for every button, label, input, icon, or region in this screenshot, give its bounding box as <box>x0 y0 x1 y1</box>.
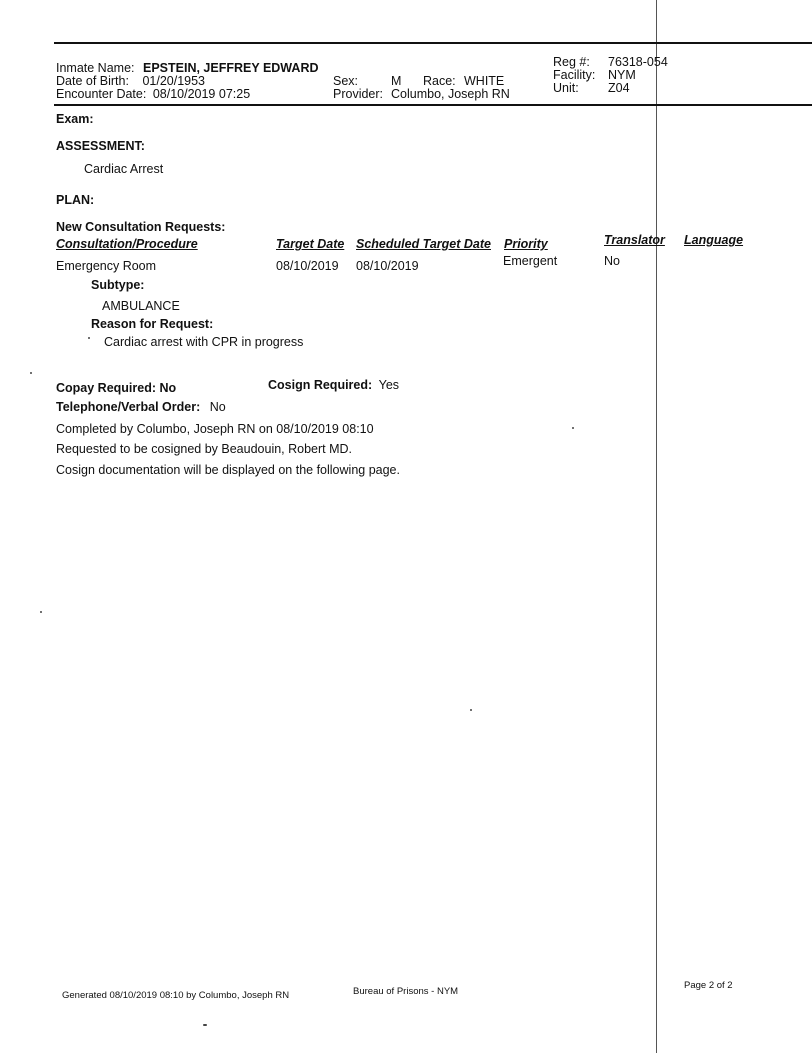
scan-speck <box>88 337 90 339</box>
provider-label: Provider: <box>333 87 384 101</box>
dob-value: 01/20/1953 <box>142 74 205 88</box>
completed-by: Completed by Columbo, Joseph RN on 08/10/2019 08:10 <box>56 422 374 436</box>
provider-value: Columbo, Joseph RN <box>391 87 510 101</box>
scan-speck <box>470 709 472 711</box>
footer-page-number: Page 2 of 2 <box>684 980 733 991</box>
verbal-order-row <box>56 399 226 415</box>
subtype-value: AMBULANCE <box>102 299 180 313</box>
reason-label: Reason for Request: <box>91 317 214 331</box>
row-priority: Emergent <box>503 254 558 268</box>
col-priority: Priority <box>504 237 548 251</box>
col-scheduled-target-date: Scheduled Target Date <box>356 237 491 251</box>
footer-generated: Generated 08/10/2019 08:10 by Columbo, Joseph RN <box>62 990 290 1001</box>
scan-vertical-line <box>656 0 657 1053</box>
copay-label: Copay Required: <box>56 381 157 395</box>
facility-label: Facility: <box>553 68 596 82</box>
inmate-name-label: Inmate Name: <box>56 61 135 75</box>
unit-label: Unit: <box>553 81 579 95</box>
dob-label: Date of Birth: <box>56 74 129 88</box>
scan-speck <box>572 427 574 429</box>
col-consultation: Consultation/Procedure <box>56 237 198 251</box>
subtype-label: Subtype: <box>91 278 145 292</box>
cosign-value: Yes <box>378 378 400 392</box>
consult-heading: New Consultation Requests: <box>56 220 226 234</box>
scan-speck <box>203 1024 207 1026</box>
plan-heading: PLAN: <box>56 193 95 207</box>
header-bottom-rule <box>54 104 812 106</box>
race-label: Race: <box>423 74 456 88</box>
exam-label: Exam: <box>56 112 94 126</box>
col-language: Language <box>684 233 744 247</box>
race-value: WHITE <box>464 74 505 88</box>
encounter-label: Encounter Date: <box>56 87 147 101</box>
row-scheduled-target-date: 08/10/2019 <box>356 259 419 273</box>
unit-value: Z04 <box>608 81 630 95</box>
col-translator: Translator <box>604 233 665 247</box>
header-top-rule <box>54 42 812 44</box>
scan-speck <box>40 611 42 613</box>
reg-label: Reg #: <box>553 55 590 69</box>
encounter-date: 08/10/2019 07:25 <box>152 87 251 101</box>
assessment-heading: ASSESSMENT: <box>56 139 145 153</box>
row-translator: No <box>604 254 620 268</box>
facility-value: NYM <box>608 68 636 82</box>
display-note: Cosign documentation will be displayed on the following page. <box>56 463 400 477</box>
row-procedure: Emergency Room <box>56 259 157 273</box>
verbal-order-value: No <box>209 400 226 414</box>
reg-value: 76318-054 <box>608 55 668 69</box>
inmate-name: EPSTEIN, JEFFREY EDWARD <box>143 61 319 75</box>
row-target-date: 08/10/2019 <box>276 259 339 273</box>
sex-value: M <box>391 74 402 88</box>
encounter-row <box>56 86 250 102</box>
assessment-item: Cardiac Arrest <box>84 162 164 176</box>
scan-speck <box>30 372 32 374</box>
verbal-order-label: Telephone/Verbal Order: <box>56 400 201 414</box>
copay-value: No <box>159 381 177 395</box>
reason-value: Cardiac arrest with CPR in progress <box>104 335 304 349</box>
cosign-requested: Requested to be cosigned by Beaudouin, Robert MD. <box>56 442 353 456</box>
col-target-date: Target Date <box>276 237 345 251</box>
copay-row <box>56 380 176 396</box>
sex-label: Sex: <box>333 74 359 88</box>
cosign-label: Cosign Required: <box>268 378 373 392</box>
footer-bureau: Bureau of Prisons - NYM <box>353 986 459 997</box>
cosign-row <box>268 377 399 393</box>
